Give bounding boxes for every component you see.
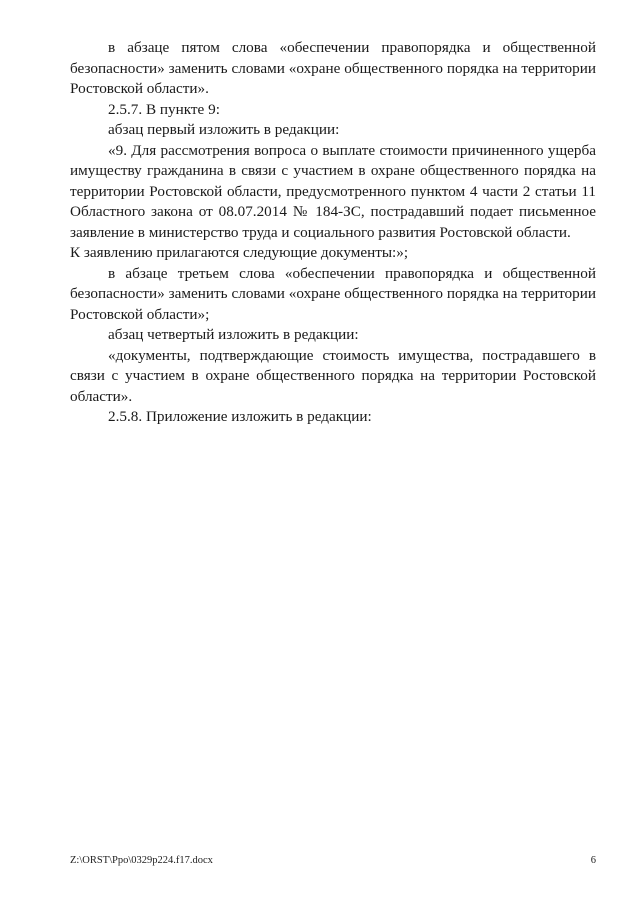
document-body — [70, 38, 596, 428]
paragraph-documents-text: «документы, подтверждающие стоимость имущества, пострадавшего в связи с участием в охране общественного порядка на территории Ростовской области». — [70, 346, 596, 405]
paragraph-section-2-5-7: 2.5.7. В пункте 9: — [108, 100, 220, 118]
paragraph-documents-list-intro: К заявлению прилагаются следующие документы:»; — [70, 244, 409, 261]
paragraph-section-2-5-8: 2.5.8. Приложение изложить в редакции: — [108, 408, 372, 425]
paragraph-punkt-9-text: «9. Для рассмотрения вопроса о выплате стоимости причиненного ущерба имуществу гражданина в связи с участием в охране общественного порядка на территории Ростовской области, предусмотренного пунктом 4 части 2 статьи 11 Областного закона от 08.07.2014 № 184-ЗС, пострадавший подает письменное заявление в министерство труда и социального развития Ростовской области. — [70, 141, 596, 241]
paragraph-abzac-tretij: в абзаце третьем слова «обеспечении правопорядка и общественной безопасности» заменить словами «охране общественного порядка на территории Ростовской области»; — [70, 264, 596, 323]
footer-page-number: 6 — [590, 855, 596, 866]
paragraph-abzac-pyatyj: в абзаце пятом слова «обеспечении правопорядка и общественной безопасности» заменить словами «охране общественного порядка на территории Ростовской области». — [70, 39, 596, 97]
footer-file-path: Z:\ORST\Ppo\0329p224.f17.docx — [70, 855, 213, 866]
paragraph-abzac-pervyj: абзац первый изложить в редакции: — [108, 121, 340, 138]
paragraph-abzac-chetvertyj: абзац четвертый изложить в редакции: — [108, 326, 359, 343]
